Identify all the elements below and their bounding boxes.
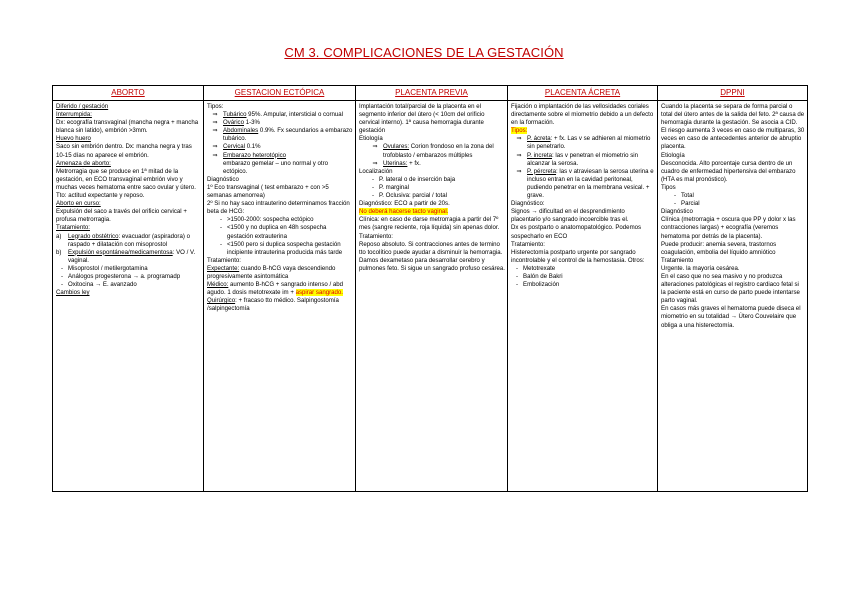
aborto-text: Saco sin embrión dentro. Dx: mancha negra y tras 10-15 días no aparece el embrión. [56,143,192,159]
ectopica-tratamiento: Tratamiento: [207,256,241,264]
dppni-text: Cuando la placenta se separa de forma parcial o total del útero antes de la salida del feto. 2ª causa de hemorragia durante la gestación. Se asocia a CID. [661,103,805,127]
dash-bullet: - [60,281,64,289]
header-row [53,86,808,101]
dash-bullet: - [219,216,223,224]
acreta-text: Dx es postparto o anatomopatológico. Podemos sospecharlo en ECO [511,224,642,240]
dash-bullet: - [371,175,375,183]
header-ectopica: GESTACION ECTÓPICA [204,86,356,101]
list-item-label: Legrado obstétrico [68,232,119,240]
aborto-text: Tto: actitud expectante y reposo. [56,192,145,200]
list-item-label: Expulsión espontánea/medicamentosa [68,248,173,256]
aborto-text: Metrorragia que se produce en 1ª mitad de la gestación, en ECO transvaginal embrión vivo y muchas veces hematoma entre saco ovular y útero. [56,167,196,191]
dash-bullet: - [673,200,677,208]
dppni-text: Desconocida. Alto porcentaje cursa dentro de un cuadro de enfermedad hipertensiva del embarazo (HTA es mal pronóstico). [661,159,796,183]
list-item: - P. Oclusiva: parcial / total [359,192,505,200]
list-item [56,233,201,249]
dppni-text: El riesgo aumenta 3 veces en caso de multiparas, 30 veces en caso de antecedentes anterior de abruptio placenta. [661,127,805,151]
ectopica-tipos: Tipos: [207,103,224,110]
acreta-text: Histerectomía postparto urgente por sangrado incontrolable y el control de la hemostasia. Otros: [511,248,645,264]
list-item: ⇒ Uterinas: + fx. [359,160,505,168]
aborto-heading-amenaza: Amenaza de aborto: [56,159,111,167]
acreta-text: Signos → dificultad en el desprendimiento placentario y/o sangrado incoercible tras el. [511,208,629,224]
list-marker: a) [56,232,62,240]
dash-bullet: - [673,192,677,200]
list-item: - Oxitocina → E. avanzado [56,281,201,289]
dppni-tratamiento: Tratamiento [661,256,694,264]
content-row [53,101,808,492]
aborto-heading-diferido: Diferido / gestación [56,103,109,110]
list-item: ⇒ Ovárico 1-3% [207,119,353,127]
dppni-text: En el caso que no sea masivo y no produzca alteraciones patológicas el registro cardiaco fetal si la paciente está en curso de parto puede intentarse parto vaginal. [661,272,800,305]
highlight-text: No deberá hacerse tacto vaginal. [359,208,449,216]
dppni-text: En casos más graves el hematoma puede diseca el miometrio en su totalidad → Útero Couvelaire que obliga a una histerectomía. [661,305,801,329]
list-marker: b) [56,248,62,256]
aborto-heading-huevo: Huevo huero [56,135,91,143]
previa-diagnostico: Diagnóstico: ECO a partir de 20s. [359,200,450,208]
ectopica-text: 1º Eco transvaginal ( test embarazo + con >5 semanas amenorrea) [207,183,329,200]
arrow-icon: ⇒ [516,167,522,175]
dppni-etiologia: Etiología [661,151,685,159]
dppni-tipos: Tipos [661,183,676,191]
arrow-icon: ⇒ [516,151,522,159]
list-item: - Análogos progesterona → a. programadp [56,273,201,281]
list-item [56,249,201,265]
arrow-icon: ⇒ [516,135,522,143]
list-item-text: : evacuador (aspiradora) o raspado + dilatación con misoprostol [68,232,190,248]
list-item: - Parcial [661,200,805,208]
list-item: - Balón de Bakri [511,273,655,281]
dash-bullet: - [60,272,64,280]
header-dppni: DPPNI [658,86,808,101]
dppni-text: Urgente. la mayoría cesárea. [661,264,740,272]
aborto-heading-cambios: Cambios ley [56,289,90,297]
list-item: ⇒ Abdominales 0.9%. Fx secundarios a embarazo tubárico. [207,127,353,143]
aborto-heading-tratamiento: Tratamiento: [56,224,90,232]
ectopica-text: 2º Si no hay saco intrauterino determinamos fracción beta de HCG: [207,200,350,216]
list-item: - >1500-2000: sospecha ectópico [207,216,353,224]
dash-bullet: - [371,192,375,200]
page-title: CM 3. COMPLICACIONES DE LA GESTACIÓN [284,45,564,60]
dppni-diagnostico: Diagnóstico [661,208,693,216]
list-item: ⇒ Cervical 0.1% [207,143,353,151]
dash-bullet: - [219,240,223,248]
dash-bullet: - [515,281,519,289]
arrow-icon: ⇒ [372,159,378,167]
cell-placenta-acreta [508,101,658,492]
dppni-text: Clínica (metrorragia + oscura que PP y dolor x las contracciones largas) + ecografía (veremos hematoma por detrás de la placenta). [661,216,796,240]
list-item: ⇒ Embarazo heterotópico embarazo gemelar – uno normal y otro ectópico. [207,152,353,176]
ectopica-diagnostico: Diagnóstico [207,175,239,183]
list-item: - P. lateral o de inserción baja [359,176,505,184]
aborto-text: Dx: ecografía transvaginal (mancha negra + mancha blanca sin latido), embrión >3mm. [56,119,199,135]
dash-bullet: - [515,264,519,272]
cell-ectopica: Tipos: ⇒ Tubárico 95%. Ampular, intersticial o cornual ⇒ Ovárico 1-3% ⇒ Abdominales 0.9%. Fx secundarios a embarazo tubárico. ⇒ Cervical 0.1% ⇒ Embarazo heterotópico embarazo gemelar – uno normal y otro ectópico. Diagnóstico 1º Eco transvaginal ( test embarazo + con >5 semanas amenorrea) 2º Si no hay saco intrauterino determinamos fracción beta de HCG: - >1500-2000: sospecha ectópico - <1500 y no duplica en 48h sospecha gestación extrauterina - <1500 pero si duplica sospecha gestación incipiente intrauterina producida más tarde Tratamiento: Expectante: cuando B-hCG vaya descendiendo progresivamente asintomática Médico: aumento B-hCG + sangrado intenso / abd agudo. 1 dosis metotrexate im + aspirar sangrado. Quirúrgico: + fracaso tto médico. Salpingostomía /salpingectomía [204,101,356,492]
header-aborto: ABORTO [53,86,204,101]
previa-etiologia: Etiología [359,135,383,143]
aborto-text: Expulsión del saco a través del orificio cervical + profusa metrorragia. [56,208,187,224]
previa-text: Implantación total/parcial de la placenta en el segmento inferior del útero (< 10cm del orificio cervical interno). 1ª causa hemorragia durante gestación [359,103,485,135]
list-item: ⇒ P. increta: las v penetran el miometrio sin alcanzar la serosa. [511,152,655,168]
header-placenta-acreta: PLACENTA ÁCRETA [508,86,658,101]
previa-localizacion: Localización [359,167,393,175]
arrow-icon: ⇒ [212,151,218,159]
cell-placenta-previa [356,101,508,492]
list-item: - Embolización [511,281,655,289]
list-item: - <1500 pero si duplica sospecha gestación incipiente intrauterina producida más tarde [207,241,353,257]
acreta-tipos: Tipos: [511,127,528,135]
cell-aborto [53,101,204,492]
arrow-icon: ⇒ [212,119,218,127]
list-item: ⇒ P. ácreta: + fx. Las v se adhieren al miometrio sin penetrarlo. [511,135,655,151]
acreta-diagnostico: Diagnóstico: [511,200,545,208]
previa-text: Reposo absoluto. Si contracciones antes de termino tto tocolítico puede ayudar a disminuir la hemorragia. Damos dexametaso para desarrollar cerebro y pulmones feto. Si sigue un sangrado profuso cesárea. [359,240,506,272]
highlight-text: aspirar sangrado. [295,289,344,297]
acreta-text: Fijación o implantación de las vellosidades coriales directamente sobre el miometrio debido a un defecto en la formación. [511,103,654,127]
dash-bullet: - [515,272,519,280]
list-item: - <1500 y no duplica en 48h sospecha gestación extrauterina [207,224,353,240]
aborto-heading-interrumpida: Interrumpida: [56,111,92,119]
previa-text: Clínica: en caso de darse metrorragia a partir del 7º mes (sangre reciente, roja líquida) sin apenas dolor. [359,216,500,232]
list-item-text: : VO / V. vaginal. [68,248,196,264]
aborto-heading-en-curso: Aborto en curso: [56,200,101,208]
list-item: - Misoprostol / metilergotamina [56,265,201,273]
list-item: - Total [661,192,805,200]
cell-dppni [658,101,808,492]
dash-bullet: - [219,224,223,232]
acreta-tratamiento: Tratamiento: [511,240,545,248]
list-item: - P. marginal [359,184,505,192]
list-item: ⇒ Ovulares: Corion frondoso en la zona del trofoblasto / embarazos múltiples [359,143,505,159]
list-item: ⇒ P. pércreta: las v atraviesan la serosa uterina e incluso entran en la cavidad peritoneal, pudiendo penetrar en la membrana vesical. + grave. [511,168,655,200]
dash-bullet: - [60,264,64,272]
list-item: - Metotrexate [511,265,655,273]
arrow-icon: ⇒ [212,127,218,135]
arrow-icon: ⇒ [212,143,218,151]
header-placenta-previa: PLACENTA PREVIA [356,86,508,101]
arrow-icon: ⇒ [212,111,218,119]
dash-bullet: - [371,183,375,191]
arrow-icon: ⇒ [372,143,378,151]
previa-tratamiento: Tratamiento: [359,232,393,240]
list-item: ⇒ Tubárico 95%. Ampular, intersticial o cornual [207,111,353,119]
dppni-text: Puede producir: anemia severa, trastornos coagulación, embolia del líquido amniótico [661,240,777,256]
complications-table [52,85,808,492]
